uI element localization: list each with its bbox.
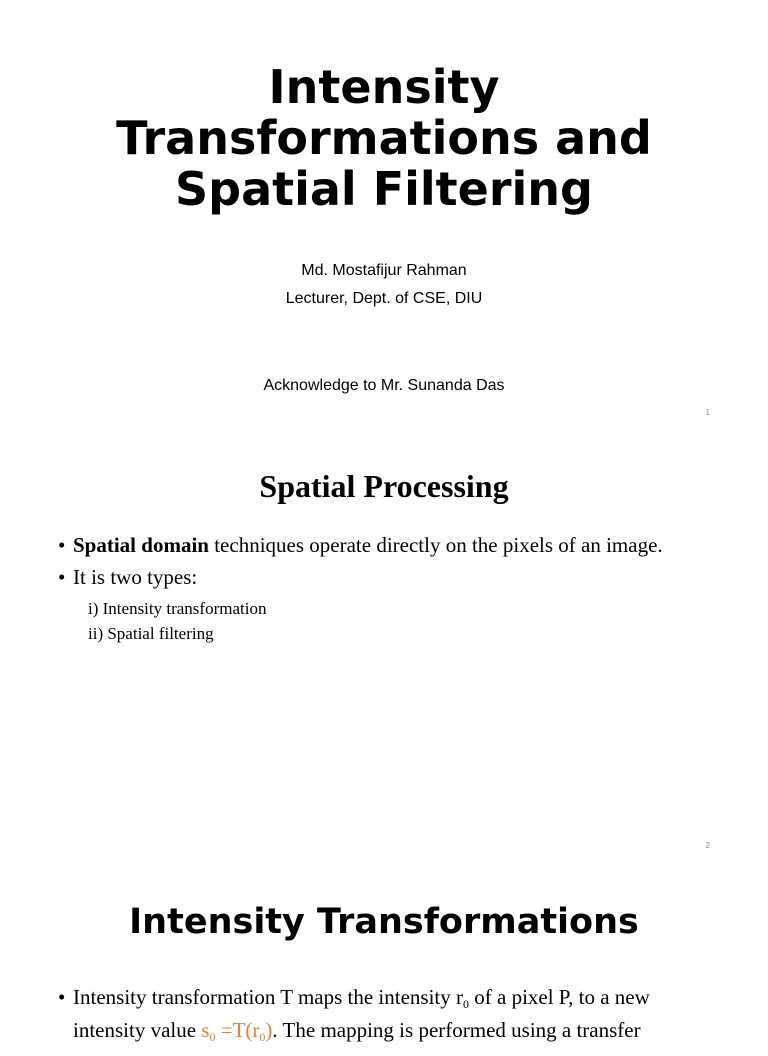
bullet-text: It is two types:	[73, 565, 198, 589]
bullet-text: of a pixel P, to a new intensity value	[73, 985, 650, 1042]
slide-number: 1	[705, 408, 710, 417]
subscript: 0	[463, 997, 469, 1011]
author-role: Lecturer, Dept. of CSE, DIU	[285, 290, 483, 307]
author-name: Md. Mostafijur Rahman	[301, 262, 467, 279]
bullet-item	[58, 564, 663, 590]
bullet-icon: •	[58, 533, 66, 557]
formula-text: )	[265, 1018, 273, 1042]
formula-symbol: s	[201, 1018, 210, 1042]
title-line: Intensity	[268, 60, 500, 114]
bullet-text: techniques operate directly on the pixels of an image.	[208, 533, 663, 557]
bullet-icon: •	[58, 565, 66, 589]
bullet-list	[58, 984, 718, 1056]
bullet-text: Intensity transformation T maps the intensity r	[73, 985, 463, 1009]
subscript: 0	[259, 1030, 266, 1044]
acknowledgement: Acknowledge to Mr. Sunanda Das	[263, 377, 505, 394]
sub-item: i) Intensity transformation	[88, 599, 267, 618]
bold-term: Spatial domain	[73, 533, 209, 557]
slide-1	[0, 0, 768, 430]
bullet-item	[58, 984, 718, 1050]
slide-number: 2	[705, 841, 710, 850]
bullet-icon: •	[58, 985, 66, 1009]
subscript: 0	[209, 1030, 216, 1044]
bullet-item	[58, 532, 663, 558]
title-line: Transformations and	[116, 111, 652, 165]
sub-item: ii) Spatial filtering	[88, 624, 214, 643]
bullet-text: . The mapping is performed using a transfer	[272, 1018, 641, 1042]
slide-title: Spatial Processing	[259, 468, 509, 504]
slide-title	[0, 62, 768, 215]
slide-title: Intensity Transformations	[129, 902, 639, 942]
formula	[201, 1018, 272, 1042]
title-line: Spatial Filtering	[175, 162, 593, 216]
bullet-list	[58, 532, 663, 646]
slide-2	[0, 430, 768, 860]
slide-3	[0, 860, 768, 1044]
formula-text: =T(r	[215, 1018, 260, 1042]
